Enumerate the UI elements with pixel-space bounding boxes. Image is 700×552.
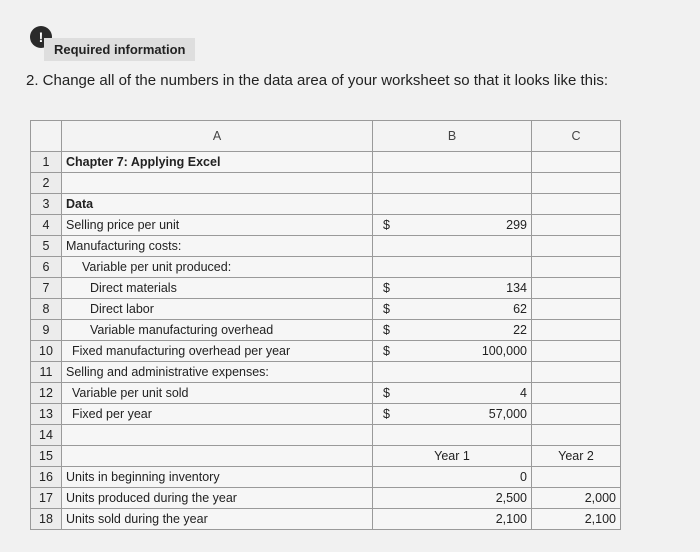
row-header-7[interactable]: 7	[31, 278, 62, 299]
cell-b10[interactable]	[373, 341, 532, 362]
row-header-16[interactable]: 16	[31, 467, 62, 488]
cell-a10[interactable]: Fixed manufacturing overhead per year	[62, 341, 373, 362]
cell-b1[interactable]	[373, 152, 532, 173]
cell-a5[interactable]: Manufacturing costs:	[62, 236, 373, 257]
sheet-row-3	[31, 194, 621, 215]
sheet-row-2	[31, 173, 621, 194]
cell-b5[interactable]	[373, 236, 532, 257]
sheet-row-4	[31, 215, 621, 236]
cell-a4[interactable]: Selling price per unit	[62, 215, 373, 236]
sheet-row-1	[31, 152, 621, 173]
cell-a12[interactable]: Variable per unit sold	[62, 383, 373, 404]
cell-a13[interactable]: Fixed per year	[62, 404, 373, 425]
column-header-row	[31, 121, 621, 152]
required-information-banner: Required information	[44, 38, 195, 61]
sheet-row-5	[31, 236, 621, 257]
column-header-b[interactable]: B	[373, 121, 532, 152]
sheet-row-7	[31, 278, 621, 299]
cell-c12[interactable]	[532, 383, 621, 404]
cell-a9[interactable]: Variable manufacturing overhead	[62, 320, 373, 341]
sheet-row-17	[31, 488, 621, 509]
sheet-row-10	[31, 341, 621, 362]
row-header-2[interactable]: 2	[31, 173, 62, 194]
row-header-8[interactable]: 8	[31, 299, 62, 320]
instruction-text: 2. Change all of the numbers in the data area of your worksheet so that it looks like this:	[26, 72, 608, 89]
cell-c6[interactable]	[532, 257, 621, 278]
row-header-3[interactable]: 3	[31, 194, 62, 215]
sheet-row-15	[31, 446, 621, 467]
row-header-12[interactable]: 12	[31, 383, 62, 404]
worksheet-table	[30, 120, 621, 530]
cell-c17[interactable]: 2,000	[532, 488, 621, 509]
row-header-9[interactable]: 9	[31, 320, 62, 341]
row-header-17[interactable]: 17	[31, 488, 62, 509]
sheet-row-18	[31, 509, 621, 530]
cell-a7[interactable]: Direct materials	[62, 278, 373, 299]
cell-c5[interactable]	[532, 236, 621, 257]
cell-c18[interactable]: 2,100	[532, 509, 621, 530]
row-header-15[interactable]: 15	[31, 446, 62, 467]
cell-b8[interactable]	[373, 299, 532, 320]
cell-a3[interactable]: Data	[62, 194, 373, 215]
cell-a16[interactable]: Units in beginning inventory	[62, 467, 373, 488]
cell-b17[interactable]: 2,500	[373, 488, 532, 509]
cell-b12[interactable]	[373, 383, 532, 404]
currency-symbol: $	[383, 281, 390, 295]
row-header-1[interactable]: 1	[31, 152, 62, 173]
cell-a8[interactable]: Direct labor	[62, 299, 373, 320]
cell-b11[interactable]	[373, 362, 532, 383]
cell-value: 4	[520, 386, 527, 400]
sheet-row-16	[31, 467, 621, 488]
cell-b18[interactable]: 2,100	[373, 509, 532, 530]
row-header-4[interactable]: 4	[31, 215, 62, 236]
cell-b2[interactable]	[373, 173, 532, 194]
cell-b4[interactable]	[373, 215, 532, 236]
cell-b7[interactable]	[373, 278, 532, 299]
cell-value: 62	[513, 302, 527, 316]
cell-c11[interactable]	[532, 362, 621, 383]
currency-symbol: $	[383, 323, 390, 337]
sheet-row-14	[31, 425, 621, 446]
cell-a6[interactable]: Variable per unit produced:	[62, 257, 373, 278]
currency-symbol: $	[383, 344, 390, 358]
corner-cell[interactable]	[31, 121, 62, 152]
cell-value: 100,000	[481, 344, 527, 358]
column-header-a[interactable]: A	[62, 121, 373, 152]
sheet-row-13	[31, 404, 621, 425]
row-header-5[interactable]: 5	[31, 236, 62, 257]
currency-symbol: $	[383, 302, 390, 316]
cell-b9[interactable]	[373, 320, 532, 341]
cell-c9[interactable]	[532, 320, 621, 341]
currency-symbol: $	[383, 407, 390, 421]
cell-c3[interactable]	[532, 194, 621, 215]
sheet-row-9	[31, 320, 621, 341]
cell-b13[interactable]	[373, 404, 532, 425]
cell-value: 134	[506, 281, 527, 295]
row-header-14[interactable]: 14	[31, 425, 62, 446]
cell-c1[interactable]	[532, 152, 621, 173]
cell-a18[interactable]: Units sold during the year	[62, 509, 373, 530]
sheet-row-11	[31, 362, 621, 383]
sheet-row-6	[31, 257, 621, 278]
alert-icon: !	[30, 26, 52, 48]
row-header-13[interactable]: 13	[31, 404, 62, 425]
cell-c14[interactable]	[532, 425, 621, 446]
cell-c15[interactable]: Year 2	[532, 446, 621, 467]
cell-a15[interactable]	[62, 446, 373, 467]
cell-c4[interactable]	[532, 215, 621, 236]
row-header-6[interactable]: 6	[31, 257, 62, 278]
column-header-c[interactable]: C	[532, 121, 621, 152]
cell-c8[interactable]	[532, 299, 621, 320]
cell-b16[interactable]: 0	[373, 467, 532, 488]
cell-b14[interactable]	[373, 425, 532, 446]
cell-c16[interactable]	[532, 467, 621, 488]
cell-a1[interactable]: Chapter 7: Applying Excel	[62, 152, 373, 173]
cell-c13[interactable]	[532, 404, 621, 425]
cell-b3[interactable]	[373, 194, 532, 215]
row-header-10[interactable]: 10	[31, 341, 62, 362]
cell-b15[interactable]: Year 1	[373, 446, 532, 467]
cell-value: 57,000	[488, 407, 527, 421]
cell-b6[interactable]	[373, 257, 532, 278]
sheet-row-12	[31, 383, 621, 404]
cell-c10[interactable]	[532, 341, 621, 362]
cell-c2[interactable]	[532, 173, 621, 194]
cell-a11[interactable]: Selling and administrative expenses:	[62, 362, 373, 383]
row-header-18[interactable]: 18	[31, 509, 62, 530]
cell-a2[interactable]	[62, 173, 373, 194]
cell-a17[interactable]: Units produced during the year	[62, 488, 373, 509]
cell-c7[interactable]	[532, 278, 621, 299]
sheet-row-8	[31, 299, 621, 320]
cell-value: 22	[513, 323, 527, 337]
currency-symbol: $	[383, 218, 390, 232]
cell-a14[interactable]	[62, 425, 373, 446]
currency-symbol: $	[383, 386, 390, 400]
row-header-11[interactable]: 11	[31, 362, 62, 383]
cell-value: 299	[506, 218, 527, 232]
